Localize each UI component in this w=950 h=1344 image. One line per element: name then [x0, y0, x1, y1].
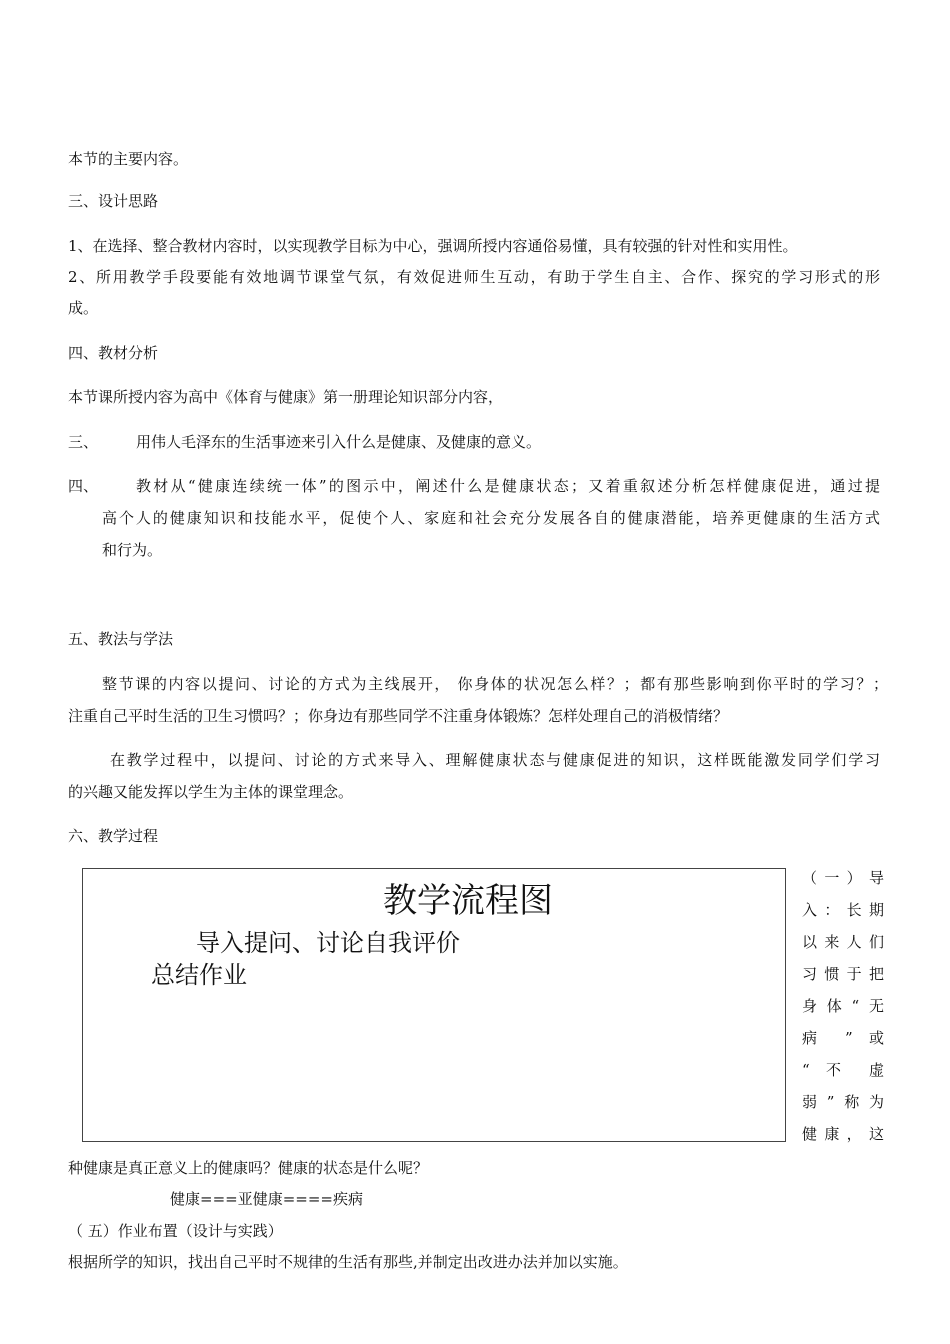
paragraph-after-flowchart: 种健康是真正意义上的健康吗？健康的状态是什么呢？ — [68, 1159, 429, 1177]
heading-teaching-process: 六、教学过程 — [68, 827, 159, 845]
side-text-line: （一）导 — [802, 869, 884, 887]
paragraph-intro: 本节的主要内容。 — [68, 150, 189, 168]
side-text-line: 入：长期 — [802, 901, 884, 919]
side-text-line: 以来人们 — [802, 933, 884, 951]
heading-methods: 五、教法与学法 — [68, 630, 174, 648]
list-item-4: 教材从“健康连续统一体”的图示中，阐述什么是健康状态；又着重叙述分析怎样健康促进，通过提 — [136, 477, 880, 495]
list-number-4: 四、 — [68, 477, 99, 495]
design-point-2: 2、所用教学手段要能有效地调节课堂气氛，有效促进师生互动，有助于学生自主、合作、探究的学习形式的形 — [68, 268, 880, 286]
design-point-2-cont: 成。 — [68, 299, 99, 317]
heading-design-ideas: 三、设计思路 — [68, 192, 159, 210]
flowchart-steps: 导入提问、讨论自我评价 — [196, 929, 460, 957]
methods-paragraph-2-cont: 的兴趣又能发挥以学生为主体的课堂理念。 — [68, 783, 354, 801]
side-text-line: 习惯于把 — [802, 965, 884, 983]
side-text-line: “ 不 虚 — [802, 1061, 884, 1079]
material-intro: 本节课所授内容为高中《体育与健康》第一册理论知识部分内容， — [68, 388, 504, 406]
heading-material-analysis: 四、教材分析 — [68, 344, 159, 362]
list-item-3: 用伟人毛泽东的生活事迹来引入什么是健康、及健康的意义。 — [136, 433, 542, 451]
methods-paragraph-2: 在教学过程中，以提问、讨论的方式来导入、理解健康状态与健康促进的知识，这样既能激发同学们学习 — [110, 751, 880, 769]
homework-text: 根据所学的知识，找出自己平时不规律的生活有那些,并制定出改进办法并加以实施。 — [68, 1253, 628, 1271]
list-item-4-end: 和行为。 — [102, 541, 163, 559]
design-point-1: 1、在选择、整合教材内容时，以实现教学目标为中心，强调所授内容通俗易懂，具有较强的针对性和实用性。 — [68, 237, 798, 255]
side-text-line: 弱”称为 — [802, 1093, 884, 1111]
list-item-4-cont: 高个人的健康知识和技能水平，促使个人、家庭和社会充分发展各自的健康潜能，培养更健康的生活方式 — [102, 509, 880, 527]
list-number-3: 三、 — [68, 433, 99, 451]
health-scale: 健康===亚健康====疾病 — [170, 1190, 363, 1208]
methods-paragraph-1: 整节课的内容以提问、讨论的方式为主线展开， 你身体的状况怎么样？；都有那些影响到你平时的学习？； — [102, 675, 888, 693]
side-text-column — [802, 868, 884, 1156]
side-text-line: 健康，这 — [802, 1125, 884, 1143]
side-text-line: 病 ” 或 — [802, 1029, 884, 1047]
heading-homework: （ 五）作业布置（设计与实践） — [68, 1222, 283, 1240]
flowchart-title: 教学流程图 — [383, 881, 553, 921]
flowchart-steps-cont: 总结作业 — [151, 961, 247, 989]
methods-paragraph-1-cont: 注重自己平时生活的卫生习惯吗？；你身边有那些同学不注重身体锻炼？怎样处理自己的消极情绪？ — [68, 707, 729, 725]
side-text-line: 身体“无 — [802, 997, 884, 1015]
flowchart-box — [82, 868, 786, 1142]
